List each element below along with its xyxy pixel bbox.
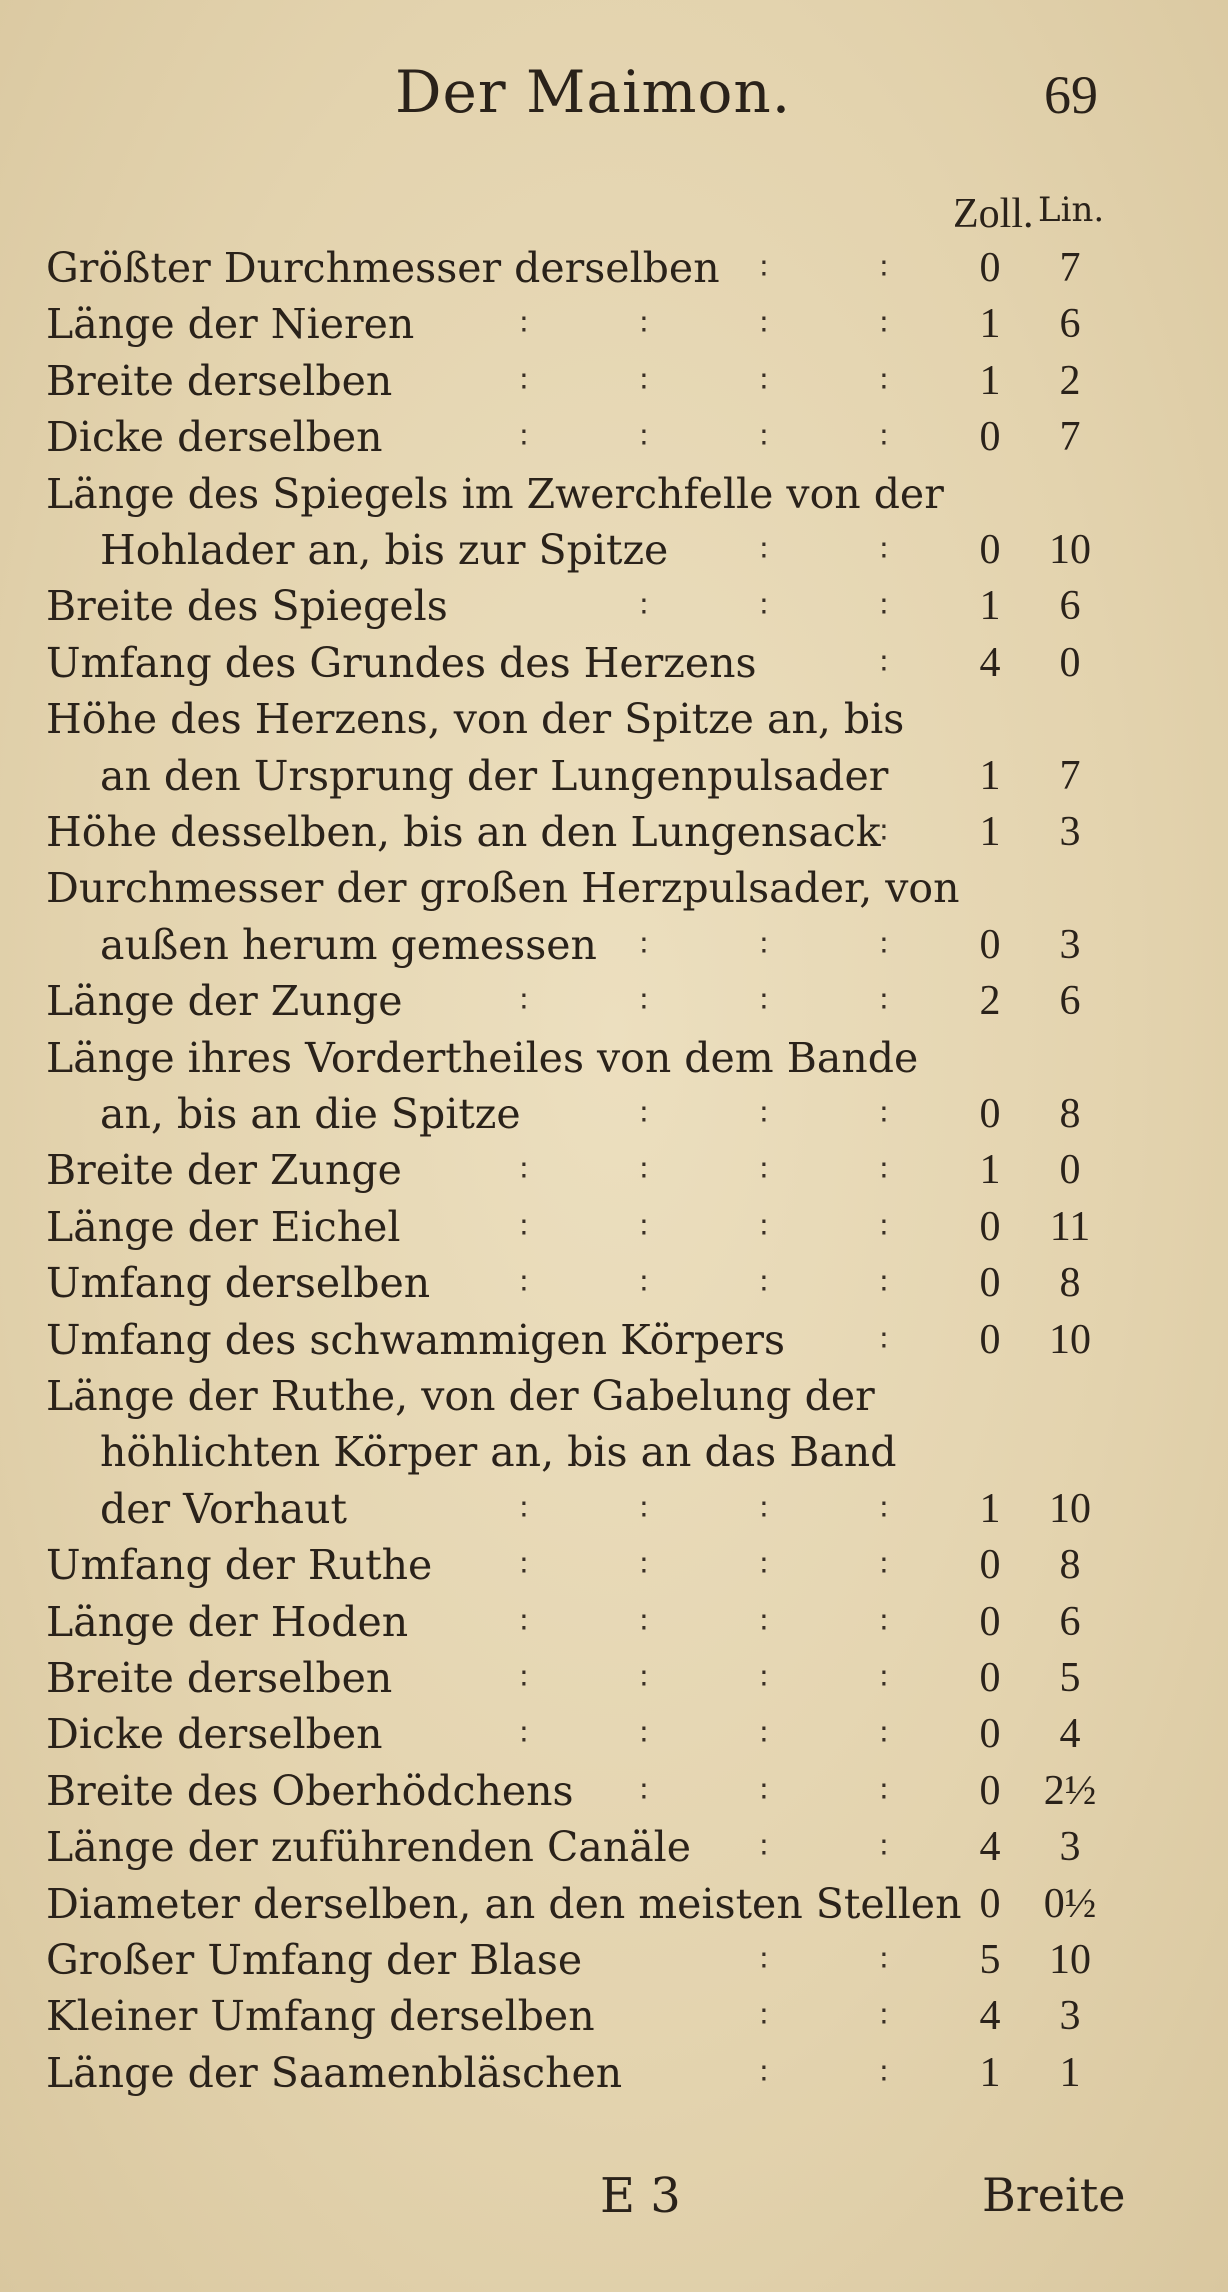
leader-dot: ∶: [880, 1774, 888, 1810]
table-row: [0, 635, 1228, 691]
table-row: [0, 1255, 1228, 1311]
table-row: [0, 1424, 1228, 1480]
leader-dot: ∶: [880, 534, 888, 569]
linien-value: 7: [1059, 752, 1081, 799]
leader-dot: ∶: [520, 1662, 528, 1697]
table-row: [0, 240, 1228, 296]
table-row: [0, 522, 1228, 578]
leader-dot: ∶: [760, 1662, 768, 1697]
row-label: Breite des Spiegels: [46, 582, 448, 631]
leader-dot: ∶: [760, 421, 768, 457]
signature-mark: E 3: [600, 2168, 681, 2224]
leader-dot: ∶: [640, 364, 648, 400]
table-row: [0, 1481, 1228, 1537]
table-row: [0, 917, 1228, 973]
row-label: Umfang des schwammigen Körpers: [46, 1315, 786, 1364]
linien-value: 6: [1059, 583, 1081, 630]
zoll-value: 4: [979, 639, 1001, 686]
linien-value: 1: [1059, 2049, 1081, 2096]
leader-dot: ∶: [880, 1267, 888, 1303]
leader-dot: ∶: [880, 1154, 888, 1190]
zoll-value: 1: [979, 301, 1001, 348]
linien-value: 6: [1059, 301, 1081, 348]
leader-dot: ∶: [760, 1831, 768, 1867]
leader-dot: ∶: [640, 928, 648, 964]
linien-value: 8: [1059, 1091, 1081, 1137]
leader-dot: ∶: [880, 816, 888, 851]
row-label: Höhe desselben, bis an den Lungensack: [46, 808, 881, 856]
running-head: [0, 58, 1228, 138]
leader-dot: ∶: [760, 1154, 768, 1190]
zoll-value: 0: [979, 527, 1001, 573]
linien-value: 2: [1059, 357, 1081, 404]
leader-dot: ∶: [880, 2000, 888, 2036]
leader-dot: ∶: [760, 2056, 768, 2092]
row-label: Kleiner Umfang derselben: [46, 1992, 595, 2041]
row-label: Länge der zuführenden Canäle: [46, 1823, 692, 1872]
leader-dot: ∶: [640, 1605, 648, 1641]
leader-dot: ∶: [760, 534, 768, 569]
leader-dot: ∶: [640, 308, 648, 344]
linien-value: 5: [1059, 1655, 1081, 1701]
row-label: Breite derselben: [46, 1654, 393, 1702]
leader-dot: ∶: [640, 1210, 648, 1246]
linien-value: 10: [1049, 1316, 1091, 1363]
zoll-value: 0: [979, 1711, 1001, 1758]
leader-dot: ∶: [880, 1605, 888, 1641]
page-title: Der Maimon.: [395, 58, 792, 126]
leader-dot: ∶: [760, 1605, 768, 1641]
leader-dot: ∶: [520, 1718, 528, 1754]
row-label: Länge ihres Vordertheiles von dem Bande: [46, 1033, 919, 1082]
linien-value: 10: [1049, 1485, 1091, 1532]
table-row: [0, 1650, 1228, 1706]
leader-dot: ∶: [520, 1267, 528, 1303]
leader-dot: ∶: [640, 421, 648, 457]
row-label: Hohlader an, bis zur Spitze: [100, 526, 669, 574]
zoll-value: 1: [979, 357, 1001, 404]
leader-dot: ∶: [520, 1549, 528, 1585]
row-label: Breite des Oberhödchens: [46, 1766, 574, 1815]
zoll-value: 1: [979, 752, 1001, 799]
table-row: [0, 1142, 1228, 1198]
leader-dot: ∶: [760, 2000, 768, 2036]
zoll-value: 0: [979, 245, 1001, 291]
leader-dot: ∶: [880, 646, 888, 682]
table-row: [0, 1199, 1228, 1255]
row-label: Umfang derselben: [46, 1259, 431, 1308]
row-label: höhlichten Körper an, bis an das Band: [100, 1428, 897, 1477]
leader-dot: ∶: [640, 1154, 648, 1190]
table-row: [0, 2045, 1228, 2101]
leader-dot: ∶: [640, 1774, 648, 1810]
leader-dot: ∶: [520, 421, 528, 457]
leader-dot: ∶: [880, 252, 888, 287]
leader-dot: ∶: [760, 1774, 768, 1810]
leader-dot: ∶: [520, 308, 528, 344]
zoll-value: 4: [979, 1993, 1001, 2040]
leader-dot: ∶: [640, 1718, 648, 1754]
table-row: [0, 1876, 1228, 1932]
leader-dot: ∶: [520, 364, 528, 400]
zoll-value: 1: [979, 1485, 1001, 1532]
table-row: [0, 296, 1228, 352]
leader-dot: ∶: [760, 1492, 768, 1528]
table-row: [0, 973, 1228, 1029]
column-header-zoll: Zoll.: [953, 191, 1034, 237]
leader-dot: ∶: [640, 1267, 648, 1303]
row-label: Länge der Eichel: [46, 1202, 401, 1251]
leader-dot: ∶: [520, 985, 528, 1021]
zoll-value: 0: [979, 1542, 1001, 1589]
leader-dot: ∶: [640, 590, 648, 626]
row-label: Länge der Saamenbläschen: [46, 2048, 623, 2097]
table-row: [0, 860, 1228, 916]
row-label: Umfang des Grundes des Herzens: [46, 638, 757, 687]
table-row: [0, 1537, 1228, 1593]
linien-value: 7: [1059, 245, 1081, 291]
row-label: außen herum gemessen: [100, 920, 597, 969]
leader-dot: ∶: [760, 928, 768, 964]
row-label: Länge der Zunge: [46, 977, 403, 1026]
linien-value: 8: [1059, 1260, 1081, 1307]
row-label: Länge der Nieren: [46, 300, 415, 349]
zoll-value: 0: [979, 921, 1001, 968]
leader-dot: ∶: [760, 364, 768, 400]
row-label: Länge der Hoden: [46, 1597, 409, 1646]
row-label: Größter Durchmesser derselben: [46, 244, 720, 292]
table-row: [0, 1763, 1228, 1819]
leader-dot: ∶: [760, 252, 768, 287]
leader-dot: ∶: [520, 1154, 528, 1190]
leader-dot: ∶: [640, 985, 648, 1021]
linien-value: 10: [1049, 1937, 1091, 1983]
table-row: [0, 748, 1228, 804]
table-row: [0, 1086, 1228, 1142]
linien-value: 2½: [1043, 1767, 1097, 1814]
leader-dot: ∶: [880, 421, 888, 457]
leader-dot: ∶: [880, 590, 888, 626]
linien-value: 3: [1059, 809, 1081, 855]
linien-value: 8: [1059, 1542, 1081, 1589]
table-row: [0, 1932, 1228, 1988]
zoll-value: 0: [979, 1767, 1001, 1814]
zoll-value: 1: [979, 2049, 1001, 2096]
zoll-value: 0: [979, 1316, 1001, 1363]
linien-value: 0: [1059, 639, 1081, 686]
row-label: Breite der Zunge: [46, 1146, 402, 1195]
leader-dot: ∶: [760, 985, 768, 1021]
linien-value: 6: [1059, 978, 1081, 1025]
leader-dot: ∶: [640, 1549, 648, 1585]
zoll-value: 0: [979, 1091, 1001, 1137]
leader-dot: ∶: [880, 1831, 888, 1867]
leader-dot: ∶: [640, 1492, 648, 1528]
row-label: Großer Umfang der Blase: [46, 1936, 583, 1984]
row-label: an, bis an die Spitze: [100, 1090, 521, 1138]
linien-value: 3: [1059, 921, 1081, 968]
row-label: Höhe des Herzens, von der Spitze an, bis: [46, 695, 905, 744]
leader-dot: ∶: [760, 1267, 768, 1303]
row-label: an den Ursprung der Lungenpulsader: [100, 751, 889, 800]
leader-dot: ∶: [760, 1549, 768, 1585]
leader-dot: ∶: [760, 1944, 768, 1979]
leader-dot: ∶: [880, 2056, 888, 2092]
leader-dot: ∶: [880, 1718, 888, 1754]
leader-dot: ∶: [760, 1718, 768, 1754]
zoll-value: 1: [979, 1147, 1001, 1194]
row-label: Diameter derselben, an den meisten Stellen: [46, 1879, 962, 1928]
table-row: [0, 1594, 1228, 1650]
table-row: [0, 353, 1228, 409]
leader-dot: ∶: [880, 928, 888, 964]
zoll-value: 0: [979, 1203, 1001, 1250]
zoll-value: 0: [979, 1598, 1001, 1645]
linien-value: 10: [1049, 527, 1091, 573]
leader-dot: ∶: [640, 1662, 648, 1697]
catchword: Breite: [982, 2168, 1126, 2222]
row-label: Länge der Ruthe, von der Gabelung der: [46, 1372, 875, 1420]
zoll-value: 5: [979, 1937, 1001, 1983]
table-row: [0, 409, 1228, 465]
leader-dot: ∶: [880, 1492, 888, 1528]
page-number: 69: [1044, 65, 1098, 125]
linien-value: 6: [1059, 1598, 1081, 1645]
zoll-value: 0: [979, 414, 1001, 461]
table-row: [0, 1988, 1228, 2044]
zoll-value: 0: [979, 1260, 1001, 1307]
leader-dot: ∶: [760, 590, 768, 626]
linien-value: 3: [1059, 1824, 1081, 1871]
row-label: Umfang der Ruthe: [46, 1541, 433, 1590]
leader-dot: ∶: [880, 364, 888, 400]
zoll-value: 4: [979, 1824, 1001, 1871]
table-row: [0, 1030, 1228, 1086]
table-row: [0, 1312, 1228, 1368]
leader-dot: ∶: [520, 1210, 528, 1246]
linien-value: 11: [1049, 1203, 1091, 1250]
linien-value: 3: [1059, 1993, 1081, 2040]
table-row: [0, 691, 1228, 747]
row-label: Dicke derselben: [46, 413, 383, 462]
zoll-value: 1: [979, 583, 1001, 630]
linien-value: 0½: [1043, 1880, 1097, 1927]
leader-dot: ∶: [520, 1605, 528, 1641]
leader-dot: ∶: [880, 1944, 888, 1979]
row-label: Breite derselben: [46, 356, 393, 405]
linien-value: 4: [1059, 1711, 1081, 1758]
leader-dot: ∶: [880, 1323, 888, 1359]
zoll-value: 1: [979, 809, 1001, 855]
row-label: Länge des Spiegels im Zwerchfelle von der: [46, 469, 944, 518]
leader-dot: ∶: [520, 1492, 528, 1528]
zoll-value: 2: [979, 978, 1001, 1025]
leader-dot: ∶: [760, 308, 768, 344]
leader-dot: ∶: [760, 1098, 768, 1133]
row-label: Dicke derselben: [46, 1710, 383, 1759]
row-label: der Vorhaut: [100, 1484, 348, 1533]
linien-value: 7: [1059, 414, 1081, 461]
leader-dot: ∶: [880, 1549, 888, 1585]
column-header-linien: Lin.: [1038, 190, 1105, 230]
row-label: Durchmesser der großen Herzpulsader, von: [46, 864, 960, 913]
table-row: [0, 1706, 1228, 1762]
table-row: [0, 1819, 1228, 1875]
zoll-value: 0: [979, 1880, 1001, 1927]
leader-dot: ∶: [880, 1098, 888, 1133]
leader-dot: ∶: [880, 308, 888, 344]
leader-dot: ∶: [640, 1098, 648, 1133]
table-row: [0, 578, 1228, 634]
zoll-value: 0: [979, 1655, 1001, 1701]
leader-dot: ∶: [760, 1210, 768, 1246]
table-row: [0, 1368, 1228, 1424]
leader-dot: ∶: [880, 1662, 888, 1697]
leader-dot: ∶: [880, 1210, 888, 1246]
table-row: [0, 804, 1228, 860]
table-row: [0, 466, 1228, 522]
leader-dot: ∶: [880, 985, 888, 1021]
linien-value: 0: [1059, 1147, 1081, 1194]
